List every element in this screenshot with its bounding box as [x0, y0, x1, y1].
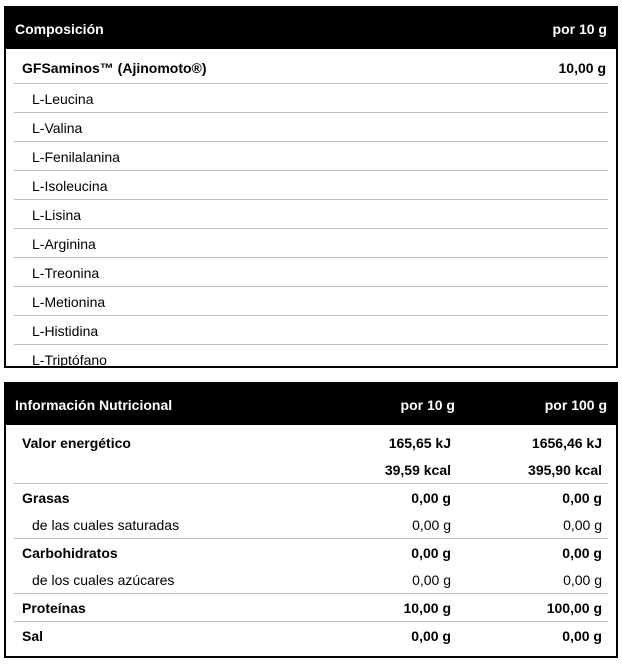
- carbs-row: [14, 539, 608, 566]
- nutrition-col1-label: por 10 g: [400, 397, 455, 413]
- sugars-row: [14, 566, 608, 593]
- amino-name: L-Treonina: [32, 265, 100, 281]
- amino-row: [14, 287, 608, 316]
- amino-row: [14, 200, 608, 229]
- saturated-row: [14, 511, 608, 538]
- carbs-100: 0,00 g: [562, 545, 602, 561]
- amino-name: L-Triptófano: [32, 352, 107, 368]
- sugars-10: 0,00 g: [412, 572, 451, 588]
- nutrition-header: [6, 384, 616, 425]
- amino-name: L-Leucina: [32, 91, 94, 107]
- protein-row: [14, 594, 608, 621]
- salt-100: 0,00 g: [562, 628, 602, 644]
- energy-kj-row: [14, 429, 608, 456]
- amino-name: L-Arginina: [32, 236, 96, 252]
- composition-main-row: [14, 54, 608, 84]
- salt-row: [14, 622, 608, 649]
- amino-name: L-Metionina: [32, 294, 106, 310]
- salt-label: Sal: [22, 628, 44, 644]
- composition-title: Composición: [15, 21, 104, 37]
- amino-name: L-Isoleucina: [32, 178, 108, 194]
- amino-name: L-Histidina: [32, 323, 99, 339]
- salt-10: 0,00 g: [411, 628, 451, 644]
- composition-table: [4, 6, 618, 368]
- sugars-label: de los cuales azúcares: [32, 572, 175, 588]
- amino-row: [14, 316, 608, 345]
- energy-kj-100: 1656,46 kJ: [531, 435, 602, 451]
- protein-label: Proteínas: [22, 600, 86, 616]
- carbs-group: [14, 539, 608, 594]
- nutrition-title: Información Nutricional: [15, 397, 173, 413]
- amino-name: L-Fenilalanina: [32, 149, 120, 165]
- amino-row: [14, 258, 608, 287]
- fats-label: Grasas: [22, 490, 70, 506]
- amino-row: [14, 113, 608, 142]
- composition-column-label: por 10 g: [552, 21, 607, 37]
- amino-row: [14, 171, 608, 200]
- energy-kcal-10: 39,59 kcal: [384, 462, 451, 478]
- amino-row: [14, 142, 608, 171]
- nutrition-col2-label: por 100 g: [544, 397, 607, 413]
- amino-name: L-Lisina: [32, 207, 82, 223]
- saturated-label: de las cuales saturadas: [32, 517, 180, 533]
- amino-name: L-Valina: [32, 120, 83, 136]
- energy-label: Valor energético: [22, 435, 131, 451]
- sugars-100: 0,00 g: [563, 572, 602, 588]
- energy-kcal-100: 395,90 kcal: [528, 462, 602, 478]
- carbs-label: Carbohidratos: [22, 545, 118, 561]
- fats-group: [14, 484, 608, 539]
- energy-group: [14, 425, 608, 484]
- energy-kcal-row: [14, 456, 608, 483]
- protein-group: [14, 594, 608, 622]
- salt-group: [14, 622, 608, 649]
- amino-row: [14, 229, 608, 258]
- amino-row: [14, 345, 608, 373]
- protein-10: 10,00 g: [403, 600, 451, 616]
- nutrition-table: [4, 382, 618, 658]
- amino-row: [14, 84, 608, 113]
- saturated-10: 0,00 g: [412, 517, 451, 533]
- fats-row: [14, 484, 608, 511]
- saturated-100: 0,00 g: [563, 517, 602, 533]
- fats-100: 0,00 g: [562, 490, 602, 506]
- energy-kj-10: 165,65 kJ: [388, 435, 451, 451]
- carbs-10: 0,00 g: [411, 545, 451, 561]
- main-ingredient-amount: 10,00 g: [558, 60, 606, 76]
- composition-header: [6, 8, 616, 49]
- main-ingredient-name: GFSaminos™ (Ajinomoto®): [22, 60, 207, 76]
- protein-100: 100,00 g: [546, 600, 602, 616]
- fats-10: 0,00 g: [411, 490, 451, 506]
